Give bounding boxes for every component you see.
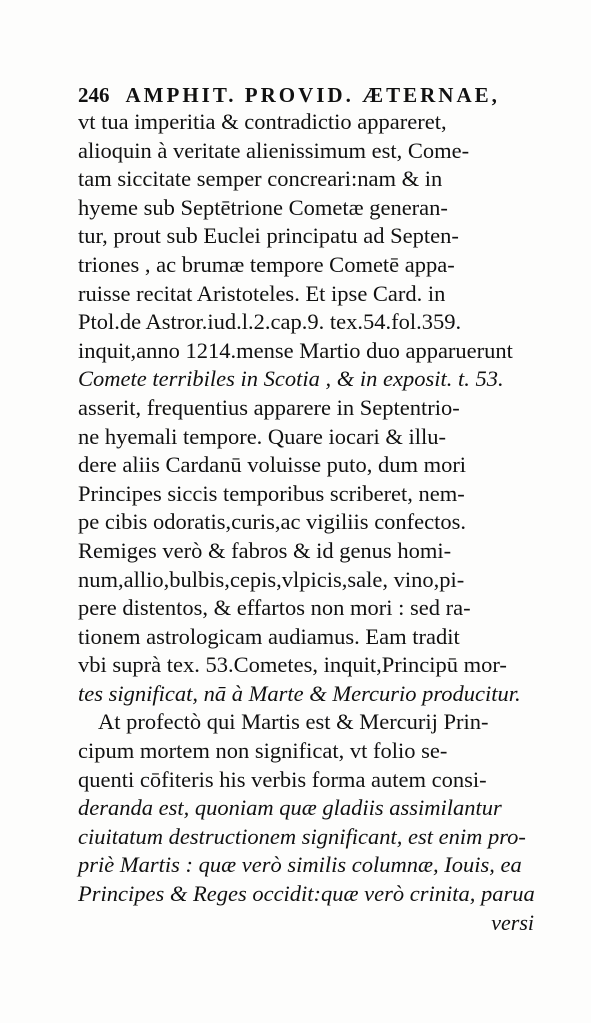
text-line-2: alioquin à veritate alienissimum est, Come- [78,137,470,163]
text-line-11: asserit, frequentius apparere in Septentrio- [78,394,460,420]
text-line-15: pe cibis odoratis,curis,ac vigiliis confectos. [78,509,467,535]
text-line-22: At profectò qui Martis est & Mercurij Prin- [98,709,489,735]
text-line-20: vbi suprà tex. 53.Cometes, inquit,Principū mor- [78,652,507,678]
text-line-28: Principes & Reges occidit:quæ verò crinita, parua [78,881,535,907]
text-line-10: Comete terribiles in Scotia , & in exposit. t. 53. [78,366,504,392]
text-line-19: tionem astrologicam audiamus. Eam tradit [78,623,460,649]
catchword: versi [491,909,534,935]
text-line-13: dere aliis Cardanū voluisse puto, dum mori [78,452,467,478]
text-line-4: hyeme sub Septētrione Cometæ generan- [78,194,448,220]
running-title: AMPHIT. PROVID. ÆTERNAE, [125,83,500,107]
text-line-21: tes significat, nā à Marte & Mercurio producitur. [78,680,521,706]
text-line-9: inquit,anno 1214.mense Martio duo apparuerunt [78,337,513,363]
text-line-7: ruisse recitat Aristoteles. Et ipse Card. in [78,280,446,306]
text-line-6: triones , ac brumæ tempore Cometē appa- [78,251,455,277]
text-line-23: cipum mortem non significat, vt folio se- [78,738,448,764]
text-line-27: priè Martis : quæ verò similis columnæ, Iouis, ea [78,852,522,878]
text-line-25: deranda est, quoniam quæ gladiis assimilantur [78,795,502,821]
text-line-1: vt tua imperitia & contradictio appareret, [78,109,447,134]
text-line-8: Ptol.de Astror.iud.l.2.cap.9. tex.54.fol.359. [78,309,462,335]
text-line-17: num,allio,bulbis,cepis,vlpicis,sale, vino,pi- [78,566,465,592]
text-block [78,82,540,937]
text-line-18: pere distentos, & effartos non mori : sed ra- [78,595,471,621]
page-header [78,82,540,108]
text-line-12: ne hyemali tempore. Quare iocari & illu- [78,423,446,449]
text-line-16: Remiges verò & fabros & id genus homi- [78,537,452,563]
text-line-3: tam siccitate semper concreari:nam & in [78,166,443,192]
text-line-24: quenti cōfiteris his verbis forma autem consi- [78,766,487,792]
text-line-5: tur, prout sub Euclei principatu ad Septen- [78,223,459,249]
text-line-14: Principes siccis temporibus scriberet, nem- [78,480,465,506]
text-line-26: ciuitatum destructionem significant, est enim pro- [78,823,526,849]
page-number: 246 [78,83,110,107]
